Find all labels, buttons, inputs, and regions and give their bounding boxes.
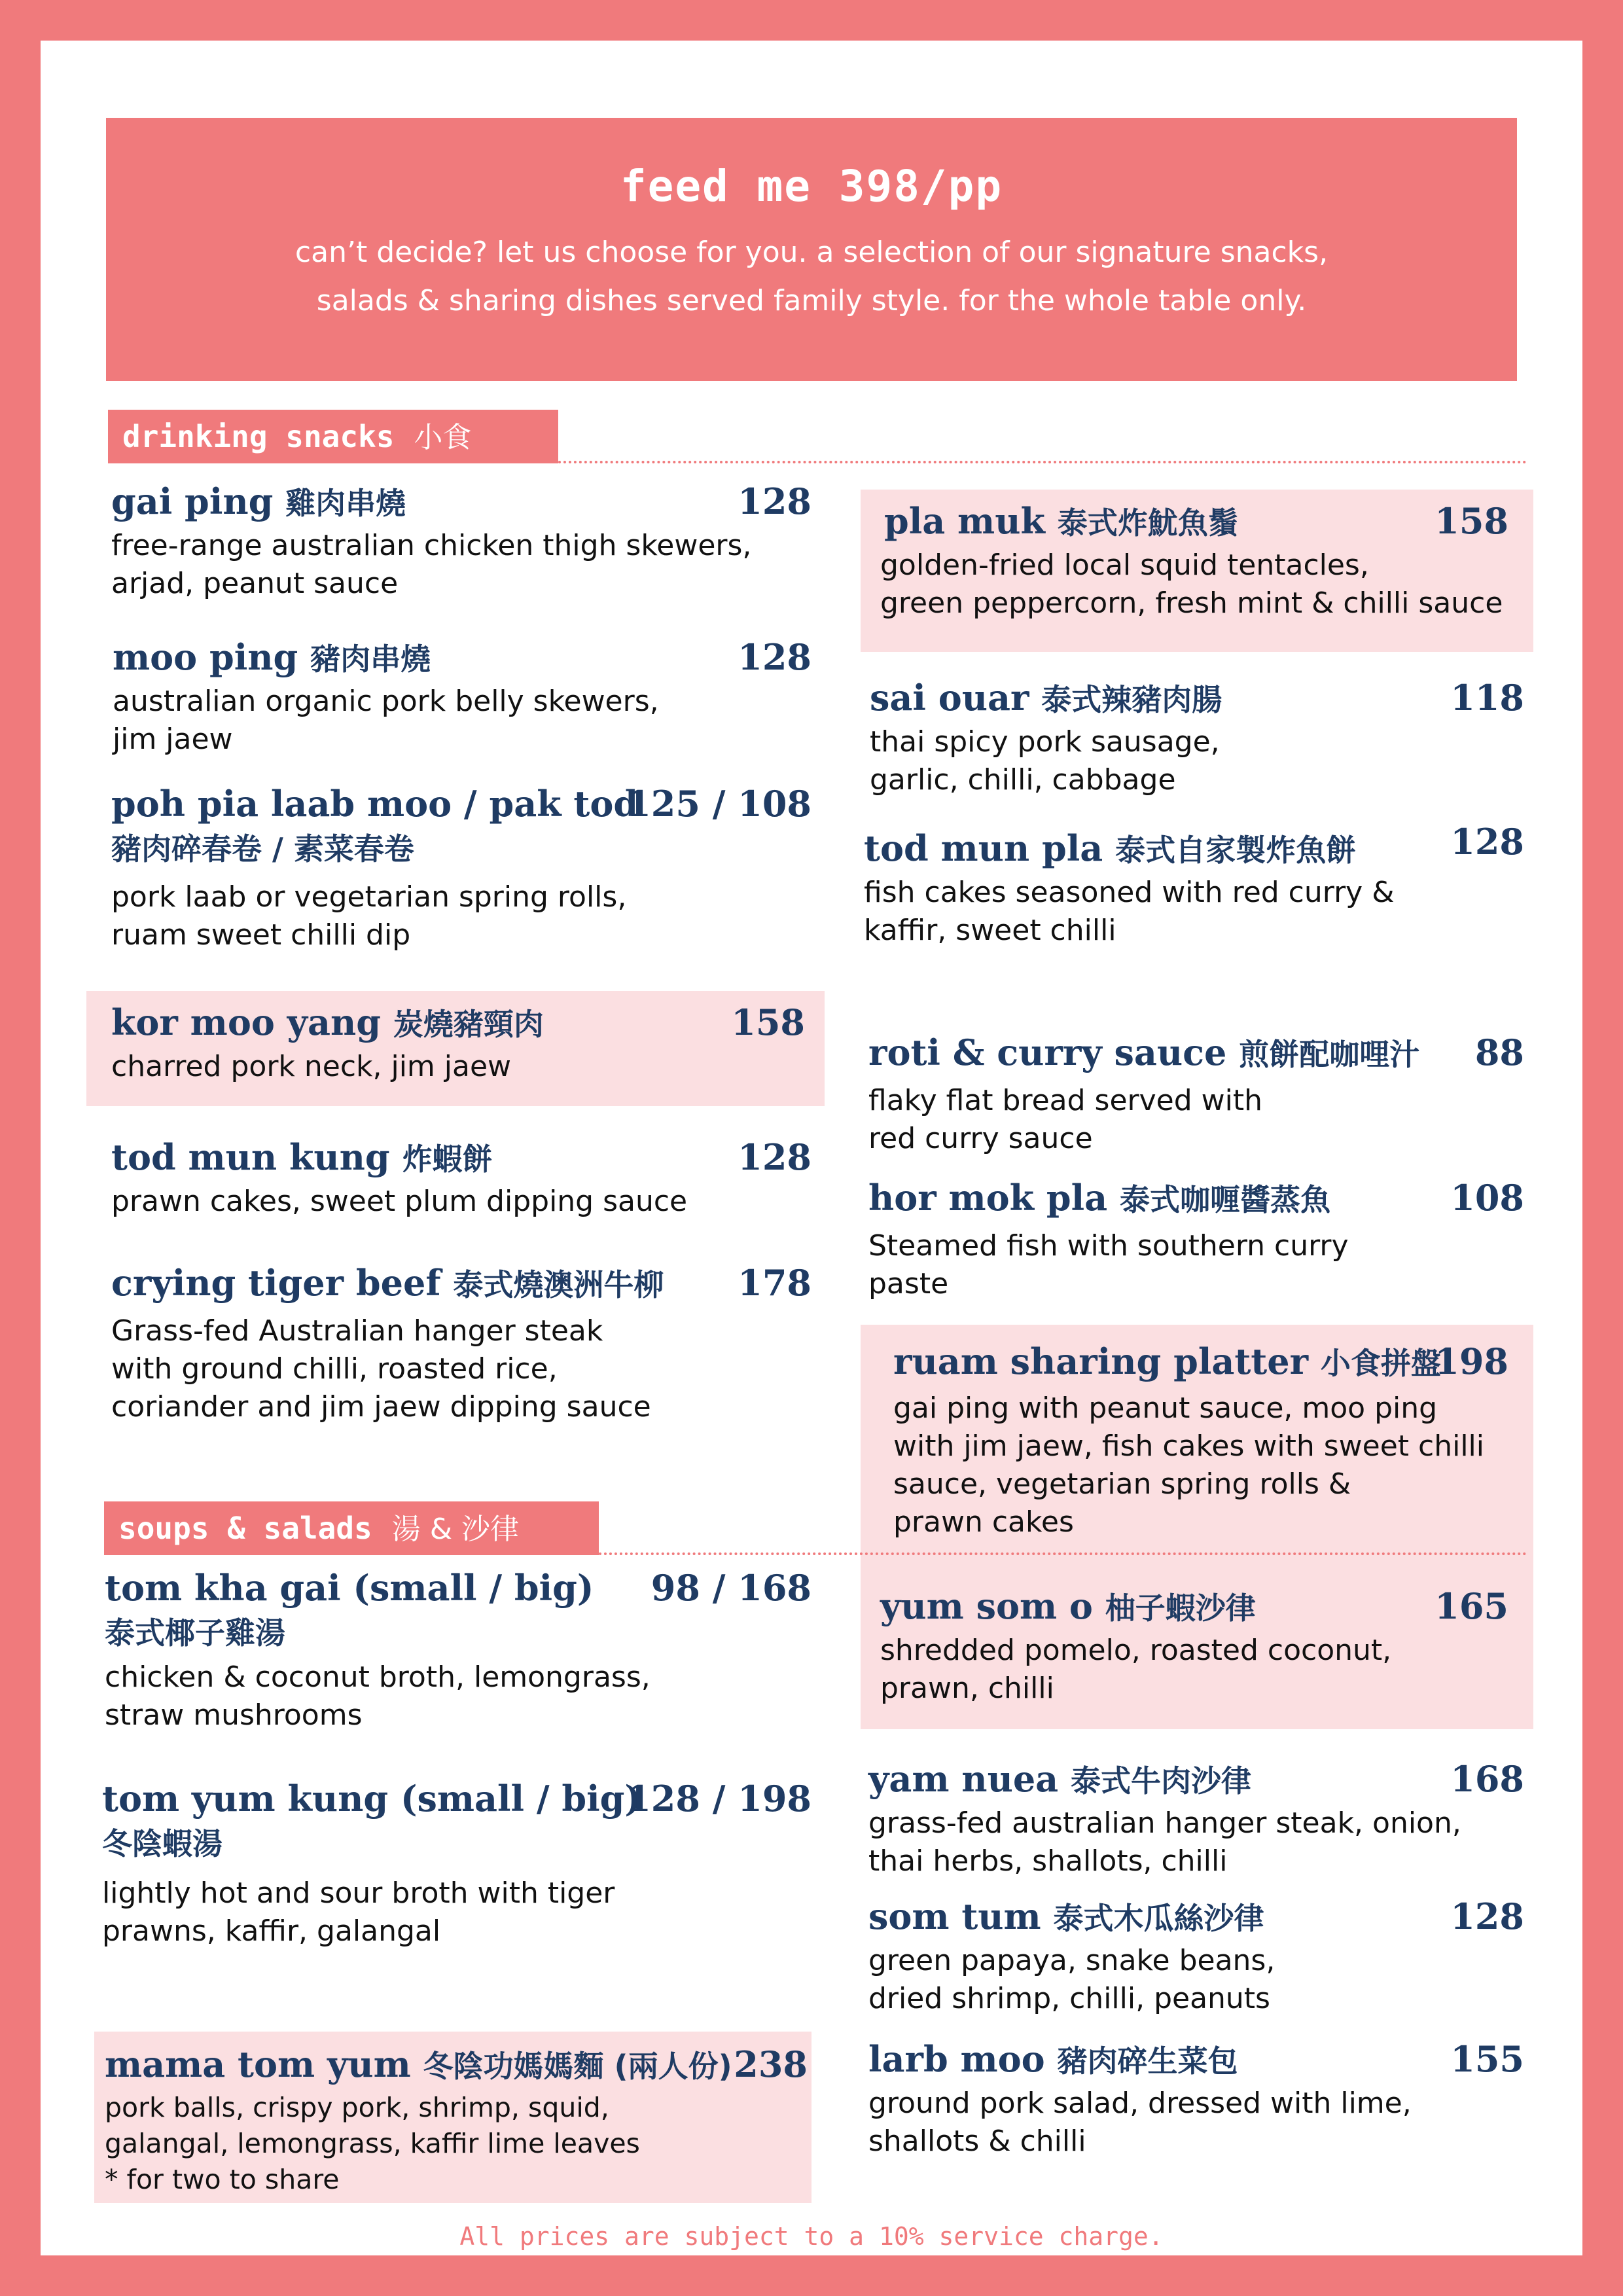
item-description: ground pork salad, dressed with lime, shallots & chilli (868, 2087, 1412, 2158)
menu-item (868, 1755, 1524, 1880)
item-price: 128 / 198 (626, 1778, 812, 1820)
item-name: ruam sharing platter 小食拼盤 (893, 1340, 1441, 1382)
item-name: poh pia laab moo / pak tod (111, 783, 639, 825)
section-label-zh: 湯 & 沙律 (391, 1513, 520, 1546)
item-description: prawn cakes, sweet plum dipping sauce (111, 1185, 688, 1218)
item-description: thai spicy pork sausage, garlic, chilli, cabbage (870, 725, 1220, 797)
item-name: tom yum kung (small / big) (102, 1778, 641, 1820)
section-divider (599, 1552, 1527, 1555)
menu-item (111, 478, 812, 600)
banner-subtitle-line: salads & sharing dishes served family style. for the whole table only. (316, 284, 1307, 317)
item-price: 165 (1435, 1585, 1508, 1627)
item-price: 118 (1450, 677, 1524, 719)
item-description: Steamed fish with southern curry paste (868, 1229, 1349, 1300)
menu-item (868, 1893, 1524, 2017)
item-name: yum som o 柚子蝦沙律 (880, 1585, 1256, 1627)
item-price: 158 (731, 1001, 805, 1043)
item-description: Grass-fed Australian hanger steak with ground chilli, roasted rice, coriander and jim jaew dipping sauce (111, 1314, 651, 1424)
menu-item-highlighted (861, 1325, 1533, 1577)
item-name: moo ping 豬肉串燒 (113, 636, 431, 678)
menu-page (41, 41, 1582, 2255)
item-name: tom kha gai (small / big) (105, 1567, 594, 1609)
item-price: 158 (1435, 500, 1508, 542)
item-price: 108 (1450, 1177, 1524, 1219)
item-description: pork balls, crispy pork, shrimp, squid, galangal, lemongrass, kaffir lime leaves * for two to share (105, 2092, 640, 2195)
menu-item-highlighted (86, 991, 825, 1106)
item-price: 128 (738, 1136, 812, 1178)
item-description: australian organic pork belly skewers, jim jaew (113, 685, 659, 756)
menu-item (102, 1775, 812, 1971)
item-name-zh: 泰式椰子雞湯 (105, 1615, 285, 1651)
banner-subtitle (106, 228, 1517, 325)
menu-item (111, 1259, 812, 1429)
menu-item-highlighted (861, 490, 1533, 652)
item-price: 178 (738, 1262, 812, 1304)
banner-subtitle-line: can’t decide? let us choose for you. a selection of our signature snacks, (294, 236, 1329, 269)
menu-item (868, 1029, 1524, 1160)
item-name-zh: 冬陰蝦湯 (102, 1826, 223, 1861)
item-price: 168 (1450, 1758, 1524, 1800)
item-description: free-range australian chicken thigh skewers, arjad, peanut sauce (111, 529, 752, 600)
item-price: 88 (1474, 1031, 1524, 1073)
section-label: soups & salads (118, 1511, 372, 1546)
item-price: 125 / 108 (626, 783, 812, 825)
menu-item (111, 780, 812, 950)
feed-me-banner (106, 118, 1517, 381)
item-price: 155 (1450, 2038, 1524, 2080)
item-description: chicken & coconut broth, lemongrass, straw mushrooms (105, 1660, 651, 1732)
item-name: hor mok pla 泰式咖喱醬蒸魚 (868, 1177, 1330, 1219)
item-name: pla muk 泰式炸魷魚鬚 (884, 500, 1238, 542)
menu-item (868, 2036, 1524, 2166)
item-name: sai ouar 泰式辣豬肉腸 (870, 677, 1222, 719)
section-header-soups-salads (104, 1501, 599, 1555)
item-name: yam nuea 泰式牛肉沙律 (868, 1758, 1251, 1800)
item-name: kor moo yang 炭燒豬頸肉 (111, 1001, 544, 1043)
item-description: grass-fed australian hanger steak, onion, thai herbs, shallots, chilli (868, 1806, 1461, 1878)
item-price: 98 / 168 (651, 1567, 812, 1609)
item-name-zh: 豬肉碎春卷 / 素菜春卷 (111, 831, 414, 867)
section-label-zh: 小食 (414, 421, 472, 454)
section-header-drinking-snacks (108, 410, 558, 463)
item-name: tod mun pla 泰式自家製炸魚餅 (864, 827, 1357, 869)
menu-item (870, 674, 1524, 797)
item-description: gai ping with peanut sauce, moo ping with jim jaew, fish cakes with sweet chilli sauce, vegetarian spring rolls & prawn cakes (893, 1391, 1485, 1539)
item-price: 128 (738, 636, 812, 678)
menu-item-highlighted (861, 1572, 1533, 1729)
menu-item (113, 634, 812, 756)
item-price: 128 (738, 480, 812, 522)
menu-item (868, 1174, 1524, 1305)
item-description: pork laab or vegetarian spring rolls, ruam sweet chilli dip (111, 880, 627, 952)
item-description: green papaya, snake beans, dried shrimp, chilli, peanuts (868, 1944, 1275, 2015)
item-name: tod mun kung 炸蝦餅 (111, 1136, 493, 1178)
item-name: crying tiger beef 泰式燒澳洲牛柳 (111, 1262, 664, 1304)
item-name: gai ping 雞肉串燒 (111, 480, 406, 522)
item-price: 238 (734, 2043, 808, 2085)
item-name: roti & curry sauce 煎餅配咖哩汁 (868, 1031, 1420, 1073)
item-description: golden-fried local squid tentacles, green peppercorn, fresh mint & chilli sauce (880, 548, 1503, 620)
section-divider (558, 461, 1527, 463)
item-price: 128 (1450, 821, 1524, 863)
service-charge-note: All prices are subject to a 10% service charge. (459, 2222, 1164, 2251)
item-description: charred pork neck, jim jaew (111, 1050, 512, 1083)
item-description: fish cakes seasoned with red curry & kaffir, sweet chilli (864, 876, 1395, 947)
item-name: larb moo 豬肉碎生菜包 (868, 2038, 1238, 2080)
item-price: 128 (1450, 1895, 1524, 1937)
menu-item (111, 1134, 812, 1219)
item-price: 198 (1435, 1340, 1508, 1382)
menu-item (864, 821, 1524, 949)
item-name: som tum 泰式木瓜絲沙律 (868, 1895, 1264, 1937)
item-name: mama tom yum 冬陰功媽媽麵 (兩人份) (105, 2043, 732, 2085)
menu-item-highlighted (94, 2032, 812, 2203)
item-description: flaky flat bread served with red curry sauce (868, 1084, 1262, 1155)
item-description: lightly hot and sour broth with tiger prawns, kaffir, galangal (102, 1876, 615, 1948)
item-description: shredded pomelo, roasted coconut, prawn, chilli (880, 1634, 1392, 1705)
section-label: drinking snacks (122, 419, 395, 454)
menu-item (105, 1564, 812, 1734)
banner-title: feed me 398/pp (620, 161, 1003, 211)
